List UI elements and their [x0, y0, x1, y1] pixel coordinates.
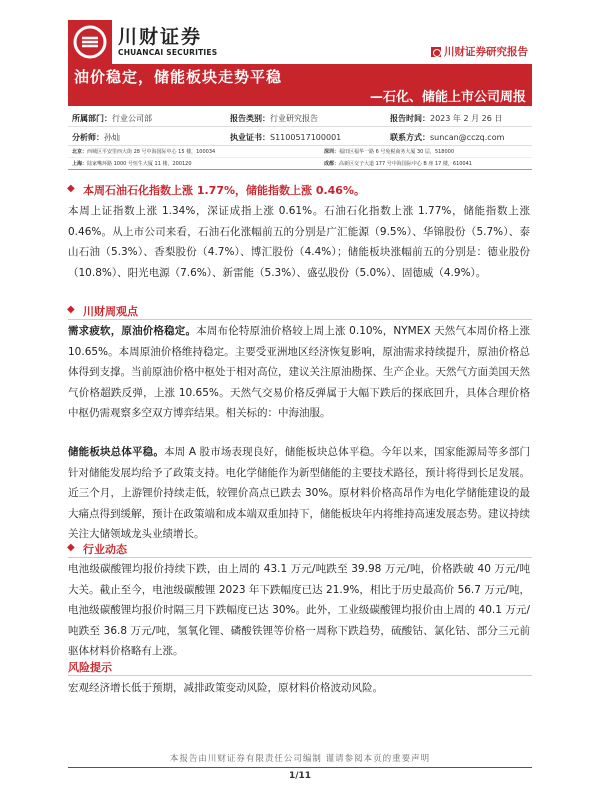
cert-value: S1100517100001	[270, 133, 342, 142]
page-number: 1/11	[288, 771, 312, 781]
shenzhen-label: 深圳：	[324, 149, 340, 155]
views-oil-body: 本周布伦特原油价格较上周上涨 0.10%，NYMEX 天然气本周价格上涨 10.65%。本周原油价格维持稳定。主要受亚洲地区经济恢复影响，原油需求持续提升，原油价格总体得到支撑。当前原油价格中枢处于相对高位，建议关注原油勘探、生产企业。天然气方面美国天然气价格超跌反弹，上涨 10.65%。天然气交易价格反弹属于大幅下跌后的探底回升，具体合理价格中枢仍需观察多空双方博弈结果。相关标的：中海油服。	[68, 325, 531, 419]
brand-mark-icon	[431, 47, 441, 57]
analyst-label: 分析师：	[72, 133, 104, 142]
address-row-2	[68, 156, 532, 170]
section-views-title	[68, 303, 138, 319]
contact-label: 联系方式：	[390, 133, 430, 142]
report-type-label: 报告类别：	[230, 114, 270, 123]
contact-email[interactable]: suncan@cczq.com	[430, 133, 505, 142]
logo-name-en: CHUANCAI SECURITIES	[118, 48, 218, 57]
report-subtitle: —石化、储能上市公司周报	[369, 90, 526, 105]
section-divider	[68, 675, 532, 676]
company-logo	[68, 20, 217, 64]
dept-label: 所属部门：	[72, 114, 112, 123]
summary-paragraph: 本周上证指数上涨 1.34%，深证成指上涨 0.61%。石油石化指数上涨 1.77%，储能指数上涨 0.46%。从上市公司来看，石油石化涨幅前五的分别是广汇能源（9.5%）、华锦股份（5.7%）、泰山石油（5.3%）、香梨股份（4.7%）、博汇股份（4.4%）；储能板块涨幅前五的分别是：德业股份（10.8%）、阳光电源（7.6%）、新雷能（5.3%）、盛弘股份（5.0%）、固德威（4.9%）。	[68, 205, 530, 279]
shanghai-address: 陆家嘴环路 1000 号恒生大厦 11 楼，200120	[87, 161, 192, 167]
chengdu-label: 成都：	[324, 161, 340, 167]
logo-mark-icon	[68, 20, 112, 64]
analyst-value: 孙灿	[104, 133, 120, 142]
beijing-address: 西城区平安里西大街 28 号中海国际中心 15 楼，100034	[87, 149, 216, 155]
info-row-1	[68, 108, 532, 127]
shenzhen-address: 福田区福华一路 6 号免税商务大厦 30 层，518000	[339, 149, 455, 155]
report-type-value: 行业研究报告	[270, 114, 318, 123]
beijing-label: 北京：	[72, 149, 88, 155]
section-industry-title-text: 行业动态	[83, 543, 127, 556]
report-title: 油价稳定，储能板块走势平稳	[74, 68, 283, 86]
diamond-bullet-icon	[68, 545, 77, 554]
logo-name-cn: 川财证券	[118, 26, 203, 48]
views-storage-lead: 储能板块总体平稳。	[68, 446, 164, 458]
views-storage-body: 本周 A 股市场表现良好，储能板块总体平稳。今年以来，国家能源局等多部门针对储能发展均给予了政策支持。电化学储能作为新型储能的主要技术路径，预计将得到长足发展。近三个月，上游锂价持续走低，较锂价高点已跌去 30%。原材料价格高昂作为电化学储能建设的最大痛点得到缓解，预计在政策端和成本端双重加持下，储能板块年内将维持高速发展态势。建议持续关注大储领域龙头业绩增长。	[68, 446, 531, 540]
weekly-highlight-text: 本周石油石化指数上涨 1.77%，储能指数上涨 0.46%。	[83, 184, 365, 197]
industry-paragraph: 电池级碳酸锂均报价持续下跌，由上周的 43.1 万元/吨跌至 39.98 万元/吨，价格跌破 40 万元/吨大关。截止至今，电池级碳酸锂 2023 年下跌幅度已达 21.9%，相比于历史最高价 56.7 万元/吨，电池级碳酸锂均报价时隔三月下跌幅度已达 30%。此外，工业级碳酸锂均报价由上周的 40.1 万元/吨跌至 36.8 万元/吨，氢氧化锂、磷酸铁锂等价格一周称下跌趋势，硫酸钴、氯化钴、部分三元前驱体材料价格略有上涨。	[68, 563, 530, 657]
report-brand-label: 川财证券研究报告	[444, 46, 528, 58]
chengdu-address: 高新区交子大道 177 号中海国际中心 B 座 17 楼，610041	[339, 161, 472, 167]
section-views-title-text: 川财周观点	[83, 305, 138, 318]
section-divider	[68, 319, 532, 320]
report-date-label: 报告时间：	[390, 114, 430, 123]
section-divider	[68, 557, 532, 558]
footer-disclaimer: 本报告由川财证券有限责任公司编制 谨请参阅本页的重要声明	[169, 754, 431, 764]
cert-label: 执业证书：	[230, 133, 270, 142]
section-risk-title: 风险提示	[68, 661, 112, 674]
views-oil-lead: 需求疲软，原油价格稳定。	[68, 325, 197, 337]
report-brand	[431, 44, 528, 59]
dept-value: 行业公司部	[112, 114, 152, 123]
diamond-bullet-icon	[68, 307, 77, 316]
weekly-highlight	[68, 182, 365, 198]
section-industry-title	[68, 541, 127, 557]
report-date-value: 2023 年 2 月 26 日	[430, 114, 503, 123]
title-banner	[68, 64, 532, 106]
views-paragraph-storage	[68, 442, 530, 545]
diamond-bullet-icon	[68, 186, 77, 195]
risk-paragraph: 宏观经济增长低于预期，减排政策变动风险，原材料价格波动风险。	[68, 682, 383, 694]
views-paragraph-oil	[68, 321, 530, 424]
shanghai-label: 上海：	[72, 161, 88, 167]
footer-divider	[68, 767, 532, 768]
